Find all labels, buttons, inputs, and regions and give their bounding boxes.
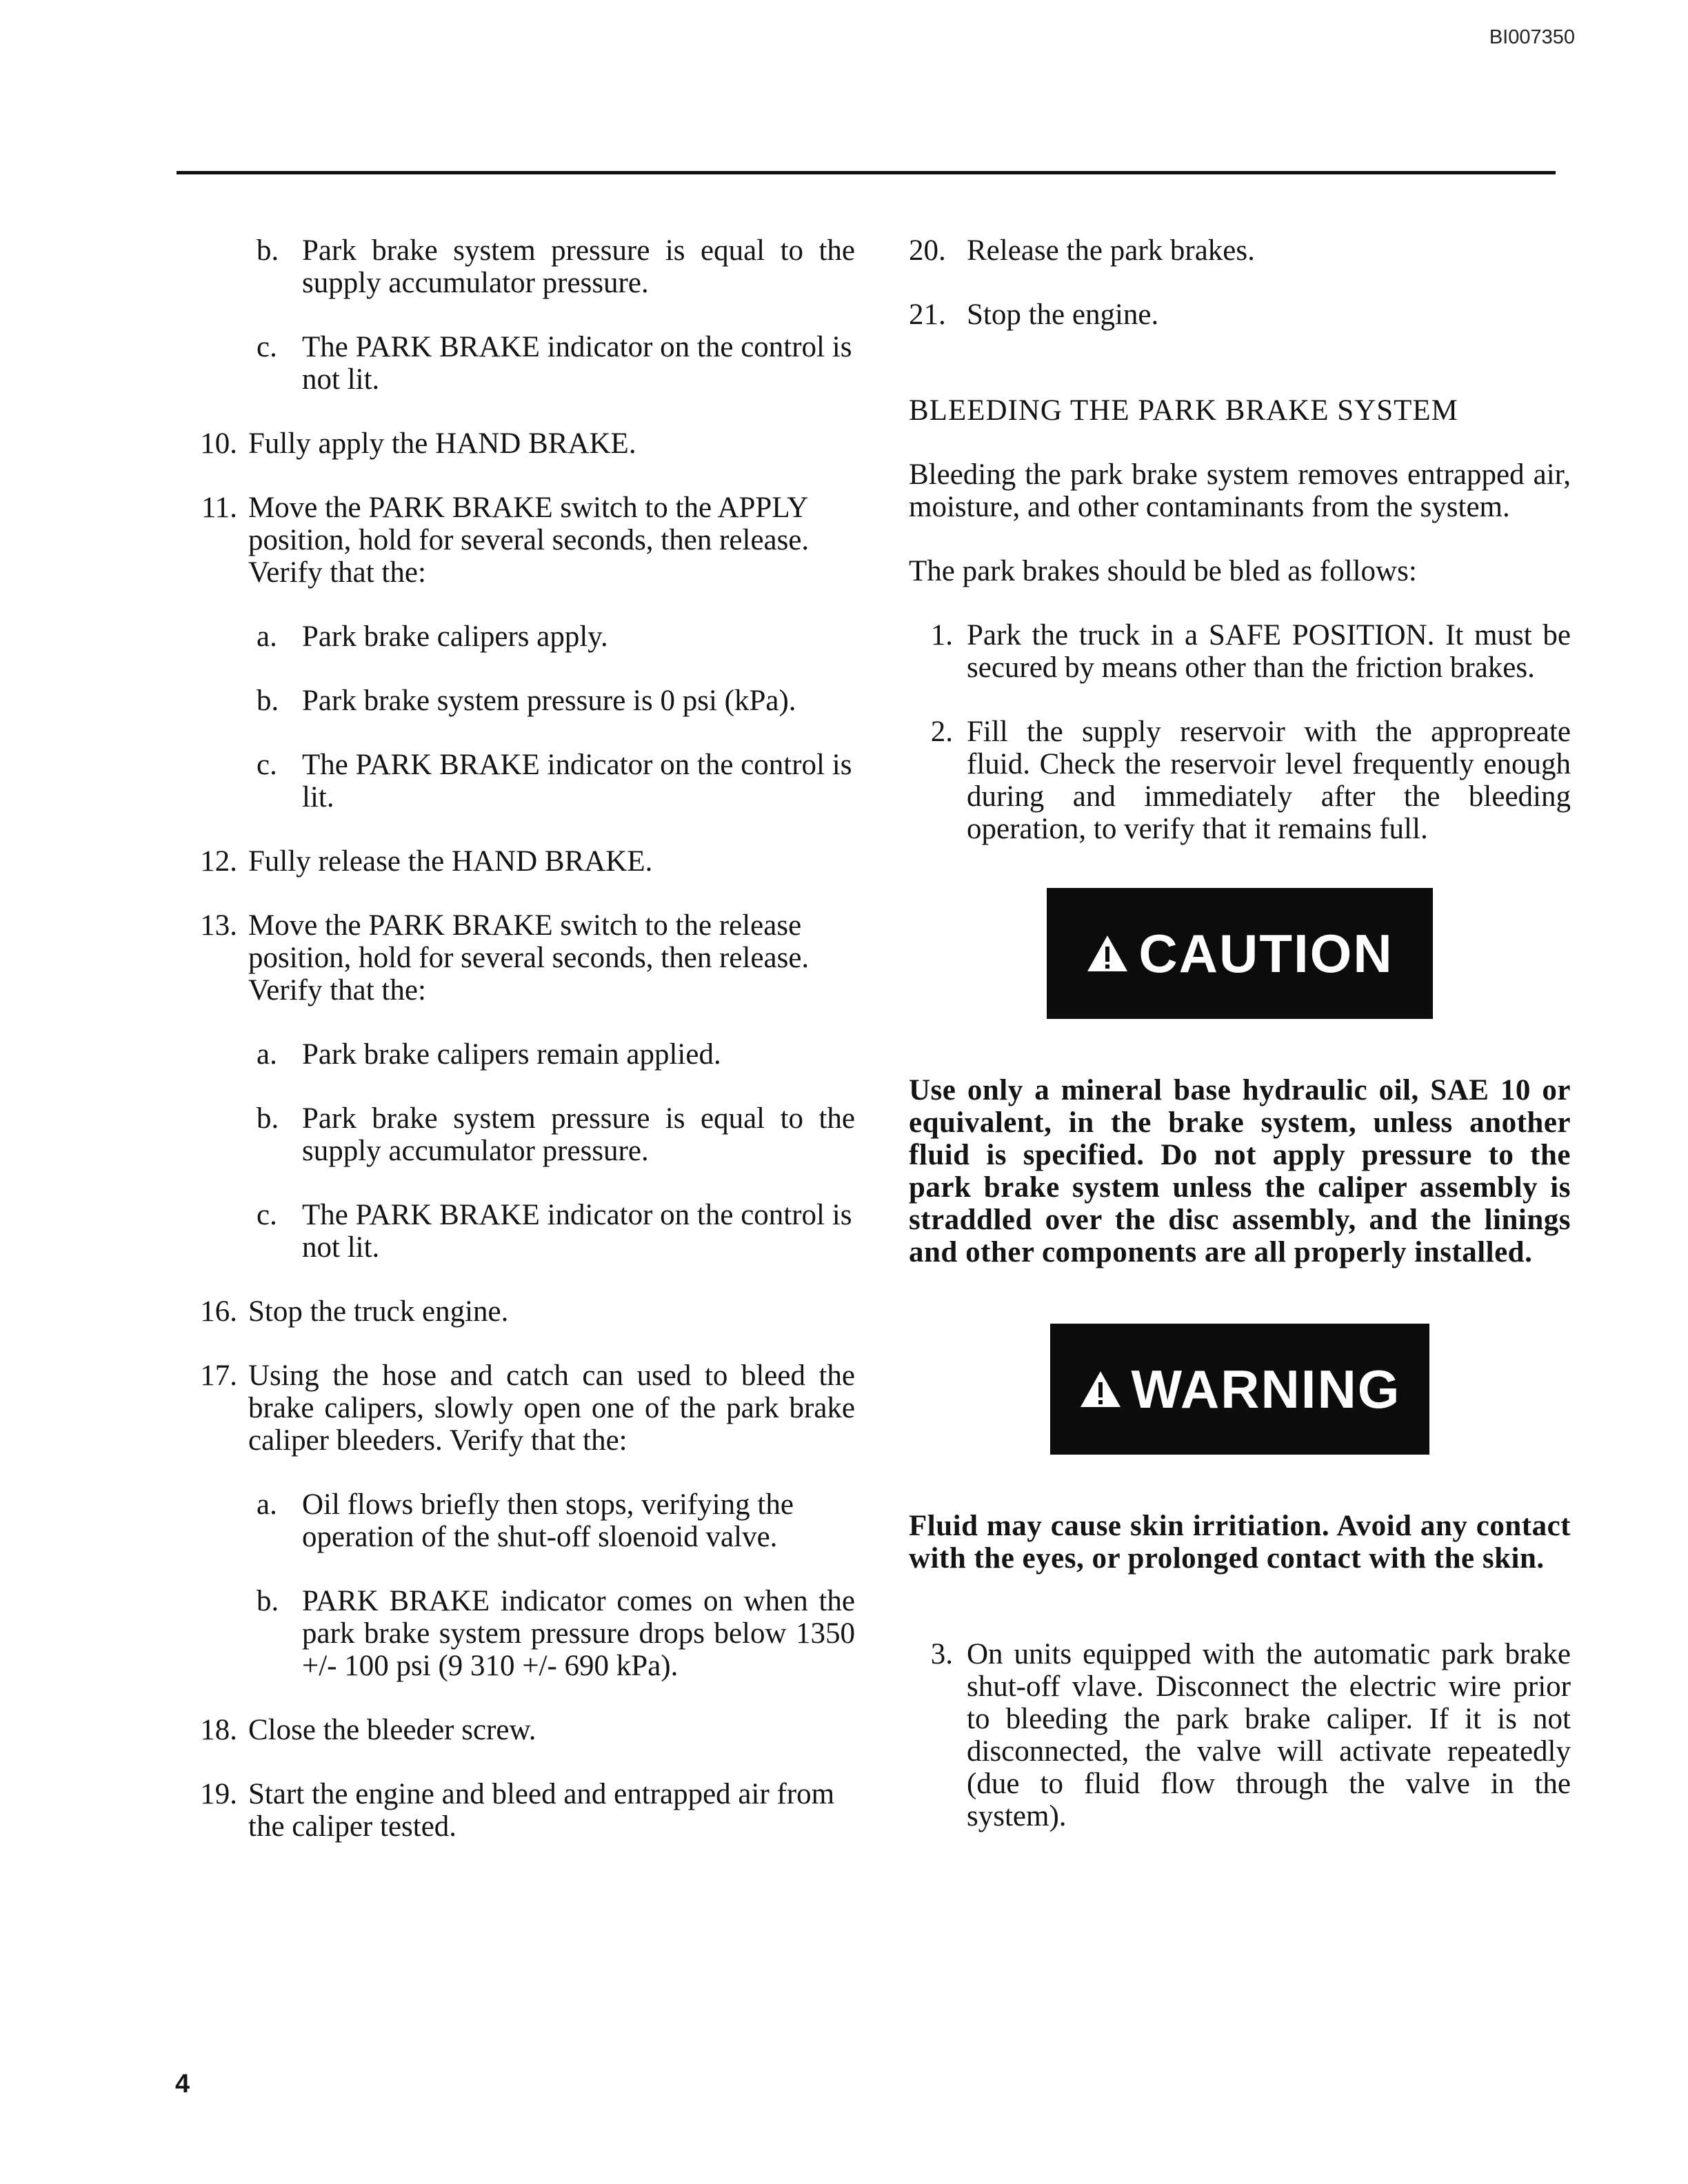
item-marker: b. bbox=[257, 685, 279, 717]
list-item bbox=[179, 331, 855, 396]
item-text: The PARK BRAKE indicator on the control is lit. bbox=[302, 749, 852, 813]
warning-triangle-icon bbox=[1079, 1370, 1122, 1408]
item-marker: a. bbox=[257, 620, 277, 653]
list-item bbox=[179, 845, 855, 878]
left-column bbox=[179, 234, 855, 1843]
caution-banner-wrap bbox=[909, 888, 1571, 1019]
item-marker: a. bbox=[257, 1488, 277, 1521]
item-text: The PARK BRAKE indicator on the control is not lit. bbox=[302, 331, 852, 396]
list-item bbox=[179, 1714, 855, 1746]
list-item bbox=[179, 1778, 855, 1843]
step-number: 17. bbox=[200, 1359, 237, 1392]
list-item bbox=[179, 427, 855, 460]
step-text: On units equipped with the automatic park brake shut-off vlave. Disconnect the electric wire prior to bleeding the park brake caliper. If it is not disconnected, the valve will activate repeatedly (due to fluid flow through the valve in the system). bbox=[967, 1638, 1571, 1832]
list-item bbox=[909, 299, 1571, 331]
intro-paragraph: Bleeding the park brake system removes entrapped air, moisture, and other contaminants from the system. bbox=[909, 458, 1571, 523]
caution-triangle-icon bbox=[1086, 934, 1129, 973]
list-item bbox=[179, 1102, 855, 1167]
list-item bbox=[179, 685, 855, 717]
step-number: 16. bbox=[200, 1295, 237, 1328]
item-text: Park brake calipers remain applied. bbox=[302, 1038, 721, 1071]
step-text: Close the bleeder screw. bbox=[248, 1714, 536, 1746]
step-number: 1. bbox=[930, 619, 953, 651]
item-marker: a. bbox=[257, 1038, 277, 1071]
page-number: 4 bbox=[175, 2070, 190, 2099]
step-number: 2. bbox=[930, 716, 953, 748]
warning-banner bbox=[1050, 1324, 1429, 1455]
warning-text: Fluid may cause skin irritiation. Avoid any contact with the eyes, or prolonged contact with the skin. bbox=[909, 1510, 1571, 1575]
list-item bbox=[909, 234, 1571, 267]
document-id: BI007350 bbox=[1489, 26, 1575, 48]
list-item bbox=[179, 620, 855, 653]
step-number: 3. bbox=[930, 1638, 953, 1670]
step-number: 19. bbox=[200, 1778, 237, 1810]
item-text: Park brake system pressure is 0 psi (kPa). bbox=[302, 685, 796, 717]
item-marker: c. bbox=[257, 749, 277, 781]
item-text: Park brake calipers apply. bbox=[302, 620, 608, 653]
step-number: 18. bbox=[200, 1714, 237, 1746]
step-text: Fully apply the HAND BRAKE. bbox=[248, 427, 636, 460]
step-text: Start the engine and bleed and entrapped air from the caliper tested. bbox=[248, 1778, 835, 1843]
header-rule bbox=[177, 171, 1556, 174]
list-item bbox=[179, 492, 855, 589]
item-text: Park brake system pressure is equal to the supply accumulator pressure. bbox=[302, 234, 855, 299]
right-column bbox=[909, 234, 1571, 1832]
step-text: Stop the truck engine. bbox=[248, 1295, 509, 1328]
step-number: 20. bbox=[909, 234, 946, 267]
step-number: 13. bbox=[200, 909, 237, 942]
list-item bbox=[179, 1359, 855, 1457]
step-text: Fill the supply reservoir with the appropreate fluid. Check the reservoir level frequently enough during and immediately after the bleeding operation, to verify that it remains full. bbox=[967, 716, 1571, 845]
step-number: 21. bbox=[909, 299, 946, 331]
lead-in-text: The park brakes should be bled as follows: bbox=[909, 555, 1417, 587]
item-text: PARK BRAKE indicator comes on when the park brake system pressure drops below 1350 +/- 100 psi (9 310 +/- 690 kPa). bbox=[302, 1585, 855, 1682]
caution-banner bbox=[1047, 888, 1433, 1019]
item-text: The PARK BRAKE indicator on the control is not lit. bbox=[302, 1199, 852, 1264]
list-item bbox=[179, 1585, 855, 1682]
step-text: Fully release the HAND BRAKE. bbox=[248, 845, 653, 878]
list-item bbox=[909, 619, 1571, 684]
item-marker: c. bbox=[257, 331, 277, 363]
item-marker: b. bbox=[257, 234, 279, 267]
warning-banner-wrap bbox=[909, 1324, 1571, 1455]
item-marker: b. bbox=[257, 1102, 279, 1135]
step-number: 12. bbox=[200, 845, 237, 878]
step-number: 10. bbox=[200, 427, 237, 460]
step-text: Release the park brakes. bbox=[967, 234, 1255, 267]
list-item bbox=[179, 1038, 855, 1071]
list-item bbox=[909, 716, 1571, 845]
step-text: Stop the engine. bbox=[967, 299, 1159, 331]
list-item bbox=[179, 1199, 855, 1264]
list-item bbox=[179, 1295, 855, 1328]
item-marker: c. bbox=[257, 1199, 277, 1231]
step-text: Using the hose and catch can used to bleed the brake calipers, slowly open one of the park brake caliper bleeders. Verify that the: bbox=[248, 1359, 855, 1457]
list-item bbox=[179, 749, 855, 813]
list-item bbox=[179, 909, 855, 1007]
list-item bbox=[179, 1488, 855, 1553]
caution-label: CAUTION bbox=[1138, 922, 1394, 984]
step-text: Park the truck in a SAFE POSITION. It must be secured by means other than the friction brakes. bbox=[967, 619, 1571, 684]
list-item bbox=[909, 1638, 1571, 1832]
warning-label: WARNING bbox=[1131, 1358, 1401, 1419]
item-text: Oil flows briefly then stops, verifying the operation of the shut-off sloenoid valve. bbox=[302, 1488, 794, 1553]
section-heading: BLEEDING THE PARK BRAKE SYSTEM bbox=[909, 394, 1458, 427]
item-marker: b. bbox=[257, 1585, 279, 1617]
item-text: Park brake system pressure is equal to the supply accumulator pressure. bbox=[302, 1102, 855, 1167]
list-item bbox=[179, 234, 855, 299]
caution-text: Use only a mineral base hydraulic oil, SAE 10 or equivalent, in the brake system, unless another fluid is specified. Do not apply pressure to the park brake system unless the caliper assembly is straddled over the disc assembly, and the linings and other components are all properly installed. bbox=[909, 1074, 1571, 1268]
step-number: 11. bbox=[201, 492, 237, 524]
step-text: Move the PARK BRAKE switch to the release position, hold for several seconds, then release. Verify that the: bbox=[248, 909, 810, 1007]
step-text: Move the PARK BRAKE switch to the APPLY position, hold for several seconds, then release. Verify that the: bbox=[248, 492, 810, 589]
